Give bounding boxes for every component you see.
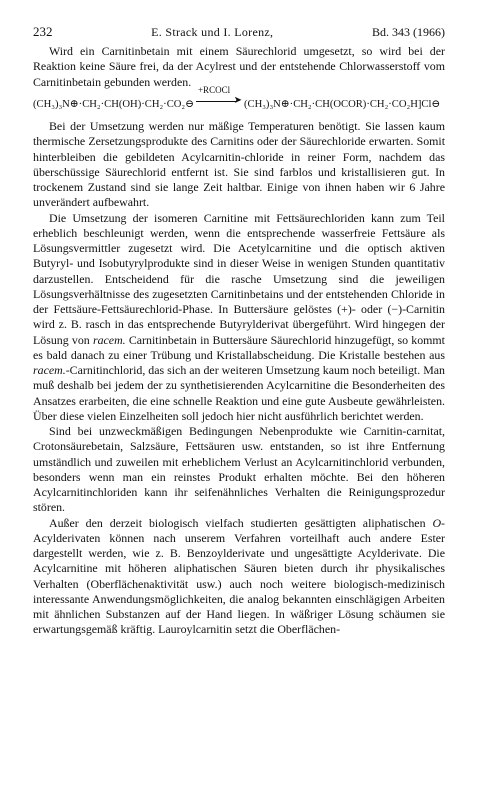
equation-reactant: (CH₃)₃N⊕·CH₂·CH(OH)·CH₂·CO₂⊖ <box>33 98 194 110</box>
paragraph-fatty-acid-method: Die Umsetzung der isomeren Carnitine mit Fettsäurechloriden kann zum Teil erheblich beschleunigt werden, wenn die entsprechende wasserfreie Fettsäure als Lösungsvermittler zugesetzt wird. Die Acetylcarnitine und die optisch aktiven Butyryl- und Isobutyrylprodukte sind in dieser Weise in wenigen Stunden quantitativ darzustellen. Entscheidend für die rasche Umsetzung sind die jeweiligen Lösungsverhältnisse des zugesetzten Carnitinbetains und der entstehenden Chloride in der Fettsäure-Fettsäurechlorid-Phase. In Buttersäure gelöstes (+)- oder (−)-Carnitin wird z. B. rasch in das entsprechende Butyrylderivat übergeführt. Wird hingegen der Lösung von racem. Carnitinbetain in Buttersäure Säurechlorid hinzugefügt, so kommt es bald danach zu einer Trübung und Kristallabscheidung. Die Kristalle bestehen aus racem.-Carnitinchlorid, das sich an der weiteren Umsetzung kaum noch beteiligt. Man muß deshalb bei jedem der zu synthetisierenden Acylcarnitine die Besonderheiten des Ansatzes erarbeiten, die eine schnelle Reaktion und eine gute Ausbeute gewährleisten. Über diese vielen Einzelheiten soll jedoch hier nicht ausführlich berichtet werden. <box>33 210 445 423</box>
paragraph-conditions: Bei der Umsetzung werden nur mäßige Temperaturen benötigt. Sie lassen kaum thermische Zersetzungsprodukte des Carnitins oder der Säurechloride erwarten. Somit hinterbleiben die gebildeten Acylcarnitin-chloride in reiner Form, nachdem das überschüssige Säurechlorid entfernt ist. Sie sind farblos und kristallisieren gut. In trockenem Zustand sind sie lange Zeit haltbar. Einige von ihnen haben wir 6 Jahre unverändert aufbewahrt. <box>33 119 445 210</box>
equation-product: (CH₃)₃N⊕·CH₂·CH(OCOR)·CH₂·CO₂H]Cl⊖ <box>243 98 441 110</box>
volume-info: Bd. 343 (1966) <box>371 25 445 39</box>
running-authors: E. Strack und I. Lorenz, <box>151 25 274 39</box>
page-number: 232 <box>33 24 53 39</box>
paragraph-byproducts: Sind bei unzweckmäßigen Bedingungen Nebenprodukte wie Carnitin-carnitat, Crotonsäurebetain, Salzsäure, Fettsäuren usw. entstanden, so ist ihre Entfernung umständlich und zuweilen mit erheblichem Verlust an Acylcarnitinchlorid verbunden, besonders wenn man ein reinstes Produkt erhalten möchte. Bei den höheren Acylcarnitinchloriden kann ihr seifenähnliches Verhalten die Reinigungsprozedur stören. <box>33 424 445 515</box>
paragraph-intro: Wird ein Carnitinbetain mit einem Säurechlorid umgesetzt, so wird bei der Reaktion keine Säure frei, da der Acylrest und der entstehende Chlorwasserstoff vom Carnitinbetain gebunden werden. <box>33 44 445 89</box>
equation-reagent: +RCOCl <box>197 84 231 95</box>
reaction-equation <box>33 84 445 112</box>
paragraph-applications: Außer den derzeit biologisch vielfach studierten gesättigten aliphatischen O-Acylderivaten können nach unserem Verfahren vorteilhaft auch andere Ester dargestellt werden, wie z. B. Benzoylderivate und ungesättigte Acylderivate. Die Acylcarnitine mit höheren aliphatischen Säuren bieten durch ihr physikalisches Verhalten (Oberflächenaktivität usw.) auch noch weitere biologisch-medizinisch interessante Anwendungsmöglichkeiten, die analog bekannten einschlägigen Arbeiten mit ähnlichen Substanzen auf der Hand liegen. In wäßriger Lösung schäumen sie erwartungsgemäß kräftig. Lauroylcarnitin setzt die Oberflächen- <box>33 515 445 637</box>
reaction-arrow-icon: +RCOCl ➤ <box>197 84 242 106</box>
running-header <box>33 24 445 40</box>
